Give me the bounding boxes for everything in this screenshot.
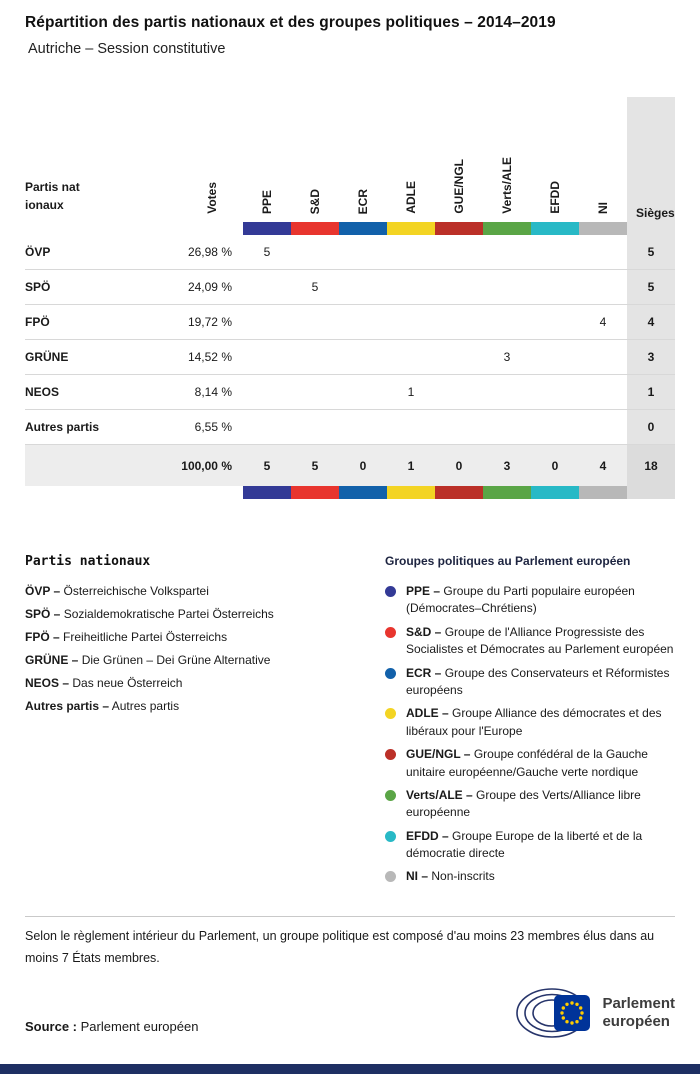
seat-cell [243,270,291,304]
seat-cell [291,375,339,409]
strip-spacer [25,486,243,499]
group-color-strip [291,222,339,235]
group-header-label: Verts/ALE [500,157,514,214]
footer-divider [25,916,675,917]
seat-cell [531,235,579,269]
party-name-cell: FPÖ [25,315,50,329]
votes-cell: 26,98 % [187,245,232,259]
legend-group-item [385,828,675,863]
total-seat-cell: 3 [503,458,511,473]
seat-cell [531,305,579,339]
votes-cell: 24,09 % [187,280,232,294]
group-color-dot [385,749,396,760]
col-header-guengl [435,97,483,235]
group-color-strip [387,222,435,235]
party-name-cell: SPÖ [25,280,51,294]
legend-party-item [25,584,385,598]
col-header-ni [579,97,627,235]
group-color-dot [385,668,396,679]
seat-cell [243,410,291,444]
sieges-strip-filler [627,486,675,499]
party-full-name: Autres partis [111,699,180,713]
seat-cell [387,305,435,339]
seat-cell [483,410,531,444]
seat-cell [531,340,579,374]
table-row [25,270,675,305]
seat-cell [339,235,387,269]
group-color-strip [243,222,291,235]
group-header-label: PPE [260,189,274,214]
total-seat-cell: 4 [599,458,607,473]
seat-cell [243,375,291,409]
group-color-strip [483,222,531,235]
seat-cell [291,410,339,444]
group-color-strip [243,486,291,499]
legends [25,554,675,892]
group-color-strip [291,486,339,499]
col-header-ecr [339,97,387,235]
table-row [25,340,675,375]
group-abbr: ECR – [406,665,442,680]
sieges-cell: 3 [627,340,675,374]
group-abbr: GUE/NGL – [406,747,471,762]
party-abbr: NEOS – [25,676,70,690]
parlement-europeen-logo [504,986,675,1040]
group-header-label: ADLE [404,181,418,214]
seat-cell [339,375,387,409]
group-color-dot [385,831,396,842]
group-color-dot [385,708,396,719]
seat-cell [435,235,483,269]
legend-group-item [385,746,675,781]
party-full-name: Die Grünen – Dei Grüne Alternative [81,653,271,667]
legend-group-item [385,787,675,822]
seat-cell [435,305,483,339]
group-abbr: NI – [406,869,429,884]
seat-cell [579,375,627,409]
legend-party-item [25,607,385,621]
group-color-strip [483,486,531,499]
col-header-partis [25,97,180,235]
group-color-strip [339,222,387,235]
legend-parties [25,554,385,892]
seat-cell [483,305,531,339]
group-abbr: Verts/ALE – [406,787,473,802]
legend-party-item [25,676,385,690]
col-header-adle [387,97,435,235]
seat-cell [387,340,435,374]
logo-wordmark: Parlement européen [602,994,675,1030]
seat-cell [291,235,339,269]
group-header-label: GUE/NGL [452,159,466,214]
legend-groups [385,554,675,892]
party-name-cell: NEOS [25,385,60,399]
group-color-strip [531,486,579,499]
legend-party-item [25,630,385,644]
seat-cell [531,375,579,409]
total-seat-cell: 0 [359,458,367,473]
group-color-strip [435,486,483,499]
source [25,1019,198,1040]
seat-cell [387,270,435,304]
party-full-name: Freiheitliche Partei Österreichs [63,630,228,644]
group-color-dot [385,790,396,801]
sieges-cell: 0 [627,410,675,444]
seat-cell [339,270,387,304]
group-abbr: PPE – [406,584,441,598]
total-seat-cell: 5 [263,458,271,473]
group-color-dot [385,586,396,597]
group-abbr: EFDD – [406,828,449,843]
legend-group-item [385,583,675,618]
group-description: Verts/ALE – Groupe des Verts/Alliance libre européenne [406,787,641,820]
group-color-strip [435,222,483,235]
total-sieges-cell: 18 [627,445,675,486]
table-row [25,305,675,340]
total-label-cell [25,445,180,486]
col-header-efdd [531,97,579,235]
party-abbr: SPÖ – [25,607,61,621]
seat-cell [339,340,387,374]
legend-group-item [385,665,675,700]
seat-cell [483,235,531,269]
footer-note: Selon le règlement intérieur du Parlement, un groupe politique est composé d'au moins 23 membres élus dans au moins 7 États membres. [25,928,655,966]
votes-cell: 14,52 % [187,350,232,364]
bottom-bar [0,1064,700,1074]
legend-group-item [385,868,675,885]
legend-party-item [25,699,385,713]
seat-cell [435,410,483,444]
group-header-label: S&D [308,188,322,214]
group-header-label: NI [596,202,610,214]
group-description: NI – Non-inscrits [406,869,495,884]
total-votes-cell: 100,00 % [181,458,232,473]
page-subtitle: Autriche – Session constitutive [28,41,226,57]
seat-cell [483,270,531,304]
legend-parties-title: Partis nationaux [25,554,151,569]
party-abbr: Autres partis – [25,699,110,713]
table-row [25,410,675,445]
sieges-cell: 5 [627,235,675,269]
group-abbr: S&D – [406,624,442,639]
votes-header-label: Votes [204,182,219,214]
party-abbr: GRÜNE – [25,653,79,667]
party-name-cell: GRÜNE [25,350,69,364]
seat-cell [435,375,483,409]
col-header-votes [180,97,243,235]
seat-cell [579,270,627,304]
party-abbr: FPÖ – [25,630,60,644]
total-seat-cell: 0 [455,458,463,473]
total-row [25,445,675,486]
seat-cell: 5 [263,245,271,259]
group-description: EFDD – Groupe Europe de la liberté et de la démocratie directe [406,828,643,861]
partis-header-label: Partis nationaux [25,179,80,213]
seat-cell: 5 [311,280,319,294]
seat-cell [387,410,435,444]
col-header-ppe [243,97,291,235]
seat-cell: 4 [599,315,607,329]
group-color-dot [385,871,396,882]
total-seat-cell: 0 [551,458,559,473]
party-name-cell: Autres partis [25,420,100,434]
group-description: ADLE – Groupe Alliance des démocrates et des libéraux pour l'Europe [406,706,662,738]
seat-cell [531,410,579,444]
source-row [25,986,675,1040]
votes-cell: 19,72 % [187,315,232,329]
group-description: S&D – Groupe de l'Alliance Progressiste des Socialistes et Démocrates au Parlement européen [406,624,674,657]
seat-cell [579,340,627,374]
seat-cell [291,305,339,339]
source-value: Parlement européen [80,1018,199,1034]
total-seat-cell: 5 [311,458,319,473]
bottom-color-strip [25,486,675,499]
party-full-name: Österreichische Volkspartei [63,584,209,598]
col-header-vertsale [483,97,531,235]
seat-cell [531,270,579,304]
group-color-dot [385,627,396,638]
seat-cell [339,410,387,444]
table-row [25,375,675,410]
seat-cell [579,410,627,444]
group-header-label: ECR [356,188,370,214]
table-header [25,97,675,235]
seat-cell [435,340,483,374]
party-name-cell: ÖVP [25,245,51,259]
party-full-name: Das neue Österreich [72,676,183,690]
seat-cell [435,270,483,304]
sieges-cell: 1 [627,375,675,409]
table-row [25,235,675,270]
group-description: PPE – Groupe du Parti populaire européen (Démocrates–Chrétiens) [406,584,635,616]
sieges-cell: 4 [627,305,675,339]
seat-cell [579,235,627,269]
legend-group-item [385,624,675,659]
eu-flag [554,995,590,1031]
group-color-strip [531,222,579,235]
sieges-header-label: Sièges [636,206,675,220]
results-table [25,97,675,499]
seat-cell: 1 [407,385,415,399]
legend-groups-title: Groupes politiques au Parlement européen [385,554,631,568]
group-color-strip [579,486,627,499]
votes-cell: 6,55 % [194,420,232,434]
col-header-sd [291,97,339,235]
parliament-logo-mark [504,986,596,1040]
group-header-label: EFDD [548,181,562,214]
seat-cell [243,305,291,339]
group-color-strip [339,486,387,499]
votes-cell: 8,14 % [194,385,232,399]
legend-group-item [385,705,675,740]
page-title: Répartition des partis nationaux et des groupes politiques – 2014–2019 [25,14,556,31]
group-color-strip [387,486,435,499]
seat-cell [387,235,435,269]
group-description: ECR – Groupe des Conservateurs et Réformistes européens [406,665,670,697]
group-color-strip [579,222,627,235]
party-full-name: Sozialdemokratische Partei Österreichs [63,607,274,621]
seat-cell [291,340,339,374]
seat-cell [483,375,531,409]
party-abbr: ÖVP – [25,584,61,598]
sieges-cell: 5 [627,270,675,304]
col-header-sieges [627,97,675,235]
total-seat-cell: 1 [407,458,415,473]
legend-party-item [25,653,385,667]
group-description: GUE/NGL – Groupe confédéral de la Gauche unitaire européenne/Gauche verte nordique [406,747,648,779]
seat-cell: 3 [503,350,511,364]
seat-cell [339,305,387,339]
source-label: Source : [25,1018,78,1034]
seat-cell [243,340,291,374]
group-abbr: ADLE – [406,706,449,721]
